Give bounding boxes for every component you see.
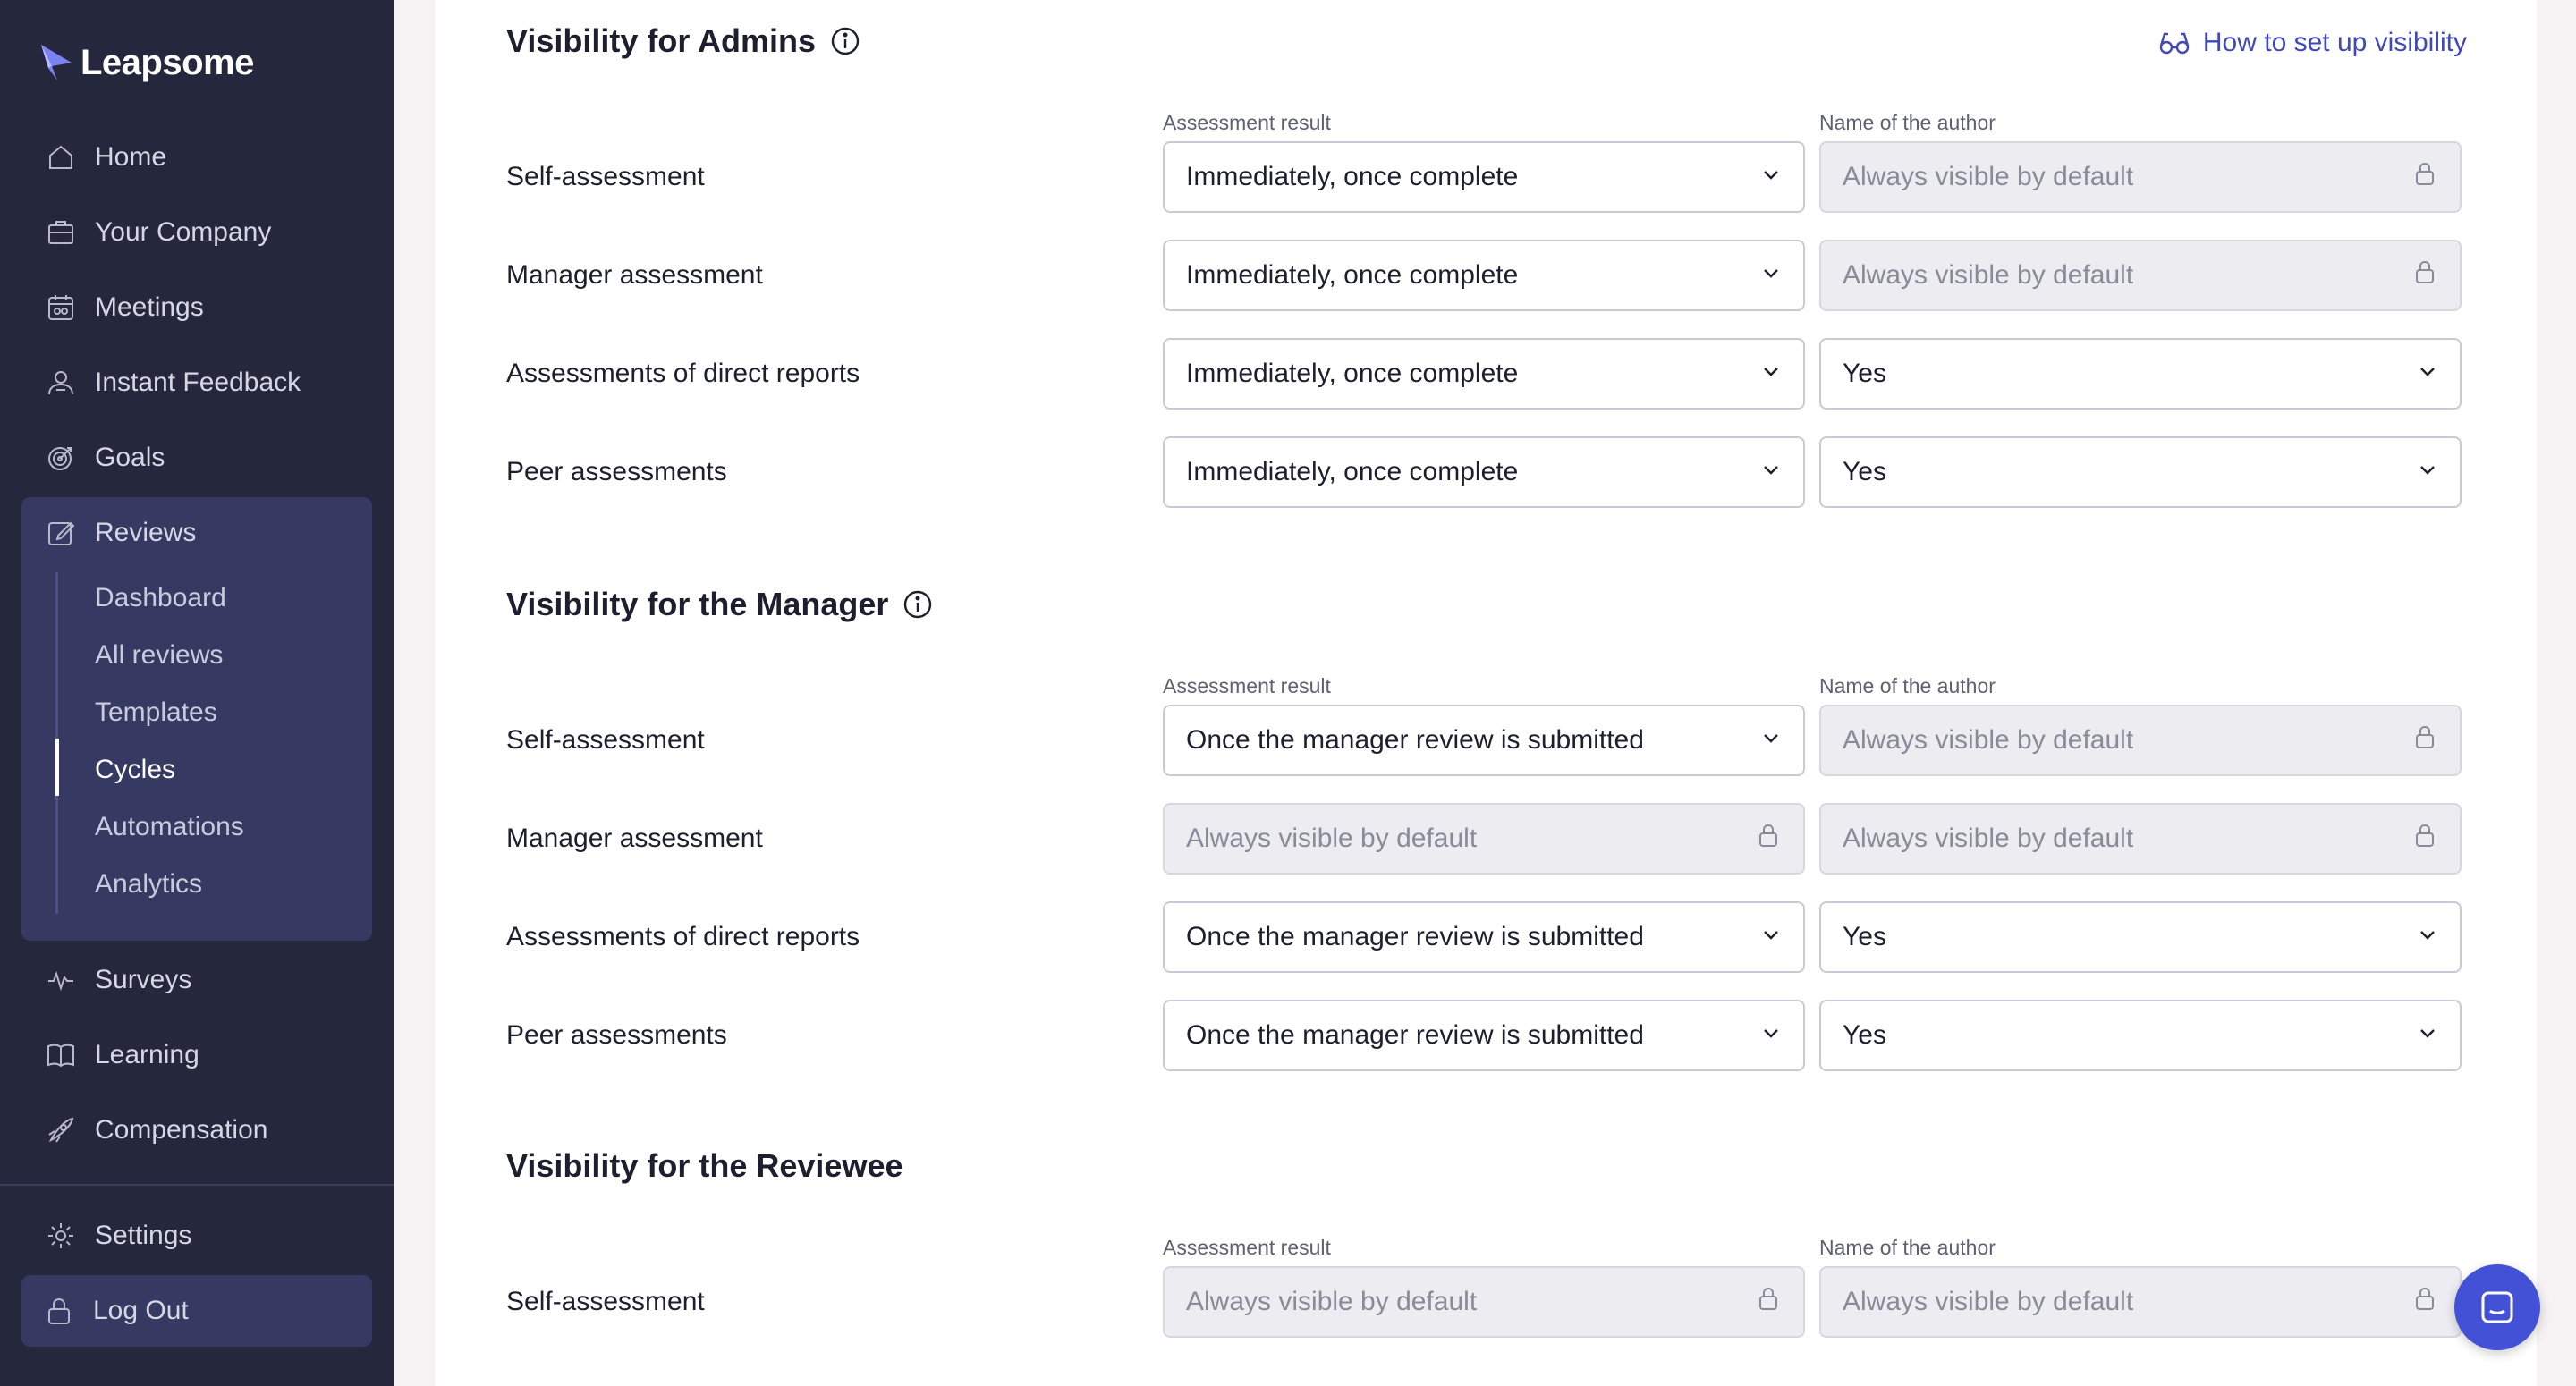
assessment-result-select[interactable]: [1163, 1000, 1805, 1071]
field-value: Always visible by default: [1843, 824, 2134, 853]
column-label-assessment-result: Assessment result: [1163, 674, 1331, 697]
field-value: Always visible by default: [1843, 1287, 2134, 1316]
field-value: Always visible by default: [1843, 725, 2134, 755]
chevron-down-icon: [1760, 162, 1782, 192]
assessment-result-locked-field: [1163, 1266, 1805, 1338]
lock-icon: [1755, 1285, 1782, 1319]
sidebar-item-label: Settings: [95, 1221, 192, 1250]
meetings-icon: [45, 292, 77, 324]
home-icon: [45, 141, 77, 173]
reviews-icon: [45, 517, 77, 549]
section-title: [506, 16, 860, 66]
author-name-select[interactable]: [1819, 338, 2462, 410]
field-value: Once the manager review is submitted: [1186, 725, 1644, 755]
feedback-icon: [45, 367, 77, 399]
row-label: Assessments of direct reports: [506, 359, 860, 388]
sidebar-item-reviews[interactable]: [21, 497, 372, 569]
column-label-author-name: Name of the author: [1819, 111, 1996, 134]
field-value: Always visible by default: [1843, 260, 2134, 290]
sidebar-item-label: Surveys: [95, 965, 192, 994]
author-name-select[interactable]: [1819, 1000, 2462, 1071]
author-name-locked-field: [1819, 705, 2462, 776]
assessment-result-select[interactable]: [1163, 436, 1805, 508]
learning-icon: [45, 1039, 77, 1071]
logo-text: Leapsome: [80, 42, 254, 82]
field-value: Once the manager review is submitted: [1186, 922, 1644, 951]
sidebar-item-label: Compensation: [95, 1115, 268, 1145]
info-icon[interactable]: [902, 589, 933, 620]
field-value: Immediately, once complete: [1186, 359, 1519, 388]
lock-icon: [2411, 723, 2438, 757]
sidebar-item-label: Meetings: [95, 292, 204, 322]
section-title-text: Visibility for Admins: [506, 22, 817, 59]
assessment-result-select[interactable]: [1163, 240, 1805, 311]
glasses-icon: [2158, 30, 2190, 56]
sidebar-item-learning[interactable]: [21, 1019, 372, 1091]
section-title: [506, 579, 933, 630]
chevron-down-icon: [1760, 359, 1782, 389]
sidebar-item-label: Learning: [95, 1040, 199, 1069]
field-value: Yes: [1843, 457, 1886, 486]
field-value: Always visible by default: [1186, 1287, 1478, 1316]
field-value: Immediately, once complete: [1186, 162, 1519, 191]
column-label-assessment-result: Assessment result: [1163, 111, 1331, 134]
leapsome-logo-icon: [39, 43, 73, 82]
submenu-templates[interactable]: Templates: [95, 697, 217, 727]
lock-icon: [1755, 822, 1782, 856]
assessment-result-select[interactable]: [1163, 141, 1805, 213]
field-value: Always visible by default: [1843, 162, 2134, 191]
chevron-down-icon: [2417, 1020, 2438, 1051]
field-value: Once the manager review is submitted: [1186, 1020, 1644, 1050]
lock-icon: [2411, 822, 2438, 856]
submenu-automations[interactable]: Automations: [95, 812, 244, 841]
field-value: Immediately, once complete: [1186, 260, 1519, 290]
author-name-locked-field: [1819, 803, 2462, 875]
logout-label: Log Out: [93, 1296, 189, 1325]
author-name-locked-field: [1819, 1266, 2462, 1338]
sidebar-divider: [0, 1184, 394, 1186]
assessment-result-select[interactable]: [1163, 338, 1805, 410]
field-value: Immediately, once complete: [1186, 457, 1519, 486]
author-name-locked-field: [1819, 240, 2462, 311]
row-label: Manager assessment: [506, 260, 763, 290]
row-label: Assessments of direct reports: [506, 922, 860, 951]
field-value: Yes: [1843, 922, 1886, 951]
lock-icon: [2411, 1285, 2438, 1319]
gear-icon: [45, 1220, 77, 1252]
sidebar-item-instant-feedback[interactable]: [21, 347, 372, 418]
row-label: Peer assessments: [506, 457, 727, 486]
info-icon[interactable]: [830, 26, 860, 56]
sidebar-item-label: Your Company: [95, 217, 272, 247]
chevron-down-icon: [1760, 922, 1782, 952]
row-label: Manager assessment: [506, 824, 763, 853]
column-label-author-name: Name of the author: [1819, 674, 1996, 697]
sidebar-item-label: Goals: [95, 443, 165, 472]
lock-icon: [2411, 160, 2438, 194]
how-to-visibility-link[interactable]: [2158, 25, 2467, 61]
chevron-down-icon: [1760, 1020, 1782, 1051]
chevron-down-icon: [1760, 725, 1782, 756]
main-panel: [435, 0, 2537, 1386]
section-title-text: Visibility for the Reviewee: [506, 1147, 903, 1184]
chevron-down-icon: [1760, 260, 1782, 291]
chat-button[interactable]: [2454, 1264, 2540, 1350]
chevron-down-icon: [2417, 922, 2438, 952]
author-name-locked-field: [1819, 141, 2462, 213]
submenu-dashboard[interactable]: Dashboard: [95, 583, 226, 613]
chevron-down-icon: [2417, 457, 2438, 487]
sidebar-item-home[interactable]: [21, 122, 372, 193]
row-label: Self-assessment: [506, 725, 705, 755]
sidebar: [0, 0, 394, 1386]
lock-icon: [2411, 258, 2438, 292]
field-value: Yes: [1843, 359, 1886, 388]
sidebar-item-goals[interactable]: [21, 422, 372, 494]
sidebar-item-surveys[interactable]: [21, 944, 372, 1016]
column-label-author-name: Name of the author: [1819, 1236, 1996, 1259]
assessment-result-locked-field: [1163, 803, 1805, 875]
chat-icon: [2476, 1286, 2519, 1329]
sidebar-item-label: Reviews: [95, 518, 197, 547]
chevron-down-icon: [1760, 457, 1782, 487]
sidebar-item-label: Instant Feedback: [95, 368, 301, 397]
row-label: Peer assessments: [506, 1020, 727, 1050]
logout-button[interactable]: [21, 1275, 372, 1347]
goals-icon: [45, 442, 77, 474]
submenu-cycles[interactable]: Cycles: [95, 755, 176, 784]
section-title-text: Visibility for the Manager: [506, 586, 889, 622]
leapsome-logo[interactable]: [39, 38, 254, 88]
company-icon: [45, 216, 77, 249]
lock-icon: [43, 1295, 75, 1327]
assessment-result-select[interactable]: [1163, 901, 1805, 973]
row-label: Self-assessment: [506, 1287, 705, 1316]
submenu-all-reviews[interactable]: All reviews: [95, 640, 224, 670]
field-value: Yes: [1843, 1020, 1886, 1050]
submenu-active-indicator: [55, 739, 59, 796]
sidebar-item-meetings[interactable]: [21, 272, 372, 343]
help-link-label: How to set up visibility: [2202, 28, 2467, 57]
field-value: Always visible by default: [1186, 824, 1478, 853]
sidebar-item-compensation[interactable]: [21, 1094, 372, 1166]
surveys-icon: [45, 964, 77, 996]
section-title: [506, 1141, 903, 1191]
sidebar-item-your-company[interactable]: [21, 197, 372, 268]
submenu-analytics[interactable]: Analytics: [95, 869, 203, 899]
row-label: Self-assessment: [506, 162, 705, 191]
sidebar-item-label: Home: [95, 142, 167, 172]
author-name-select[interactable]: [1819, 436, 2462, 508]
column-label-assessment-result: Assessment result: [1163, 1236, 1331, 1259]
assessment-result-select[interactable]: [1163, 705, 1805, 776]
sidebar-item-settings[interactable]: [21, 1200, 372, 1272]
chevron-down-icon: [2417, 359, 2438, 389]
compensation-icon: [45, 1114, 77, 1146]
author-name-select[interactable]: [1819, 901, 2462, 973]
